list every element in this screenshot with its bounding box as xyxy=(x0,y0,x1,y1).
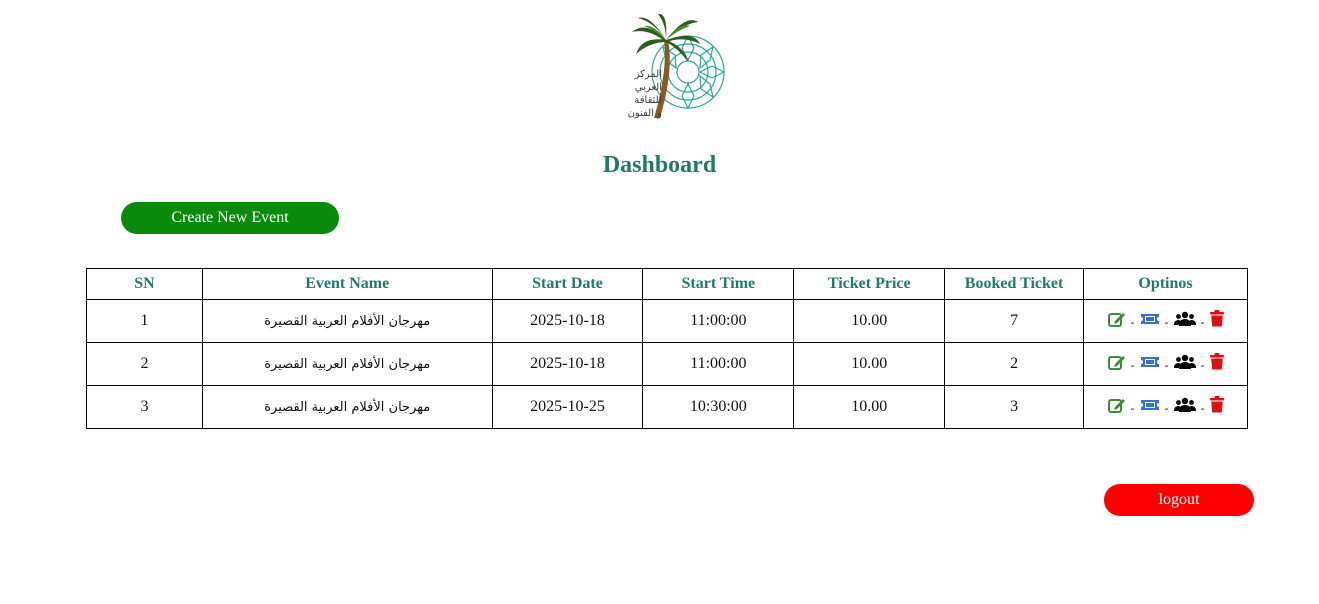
header-event-name: Event Name xyxy=(202,269,492,300)
ticket-icon[interactable] xyxy=(1140,398,1160,412)
cell-ticket-price: 10.00 xyxy=(794,343,945,386)
logout-button[interactable]: logout xyxy=(1104,484,1254,516)
cell-start-date: 2025-10-18 xyxy=(492,300,643,343)
cell-sn: 1 xyxy=(87,300,203,343)
cell-start-time: 11:00:00 xyxy=(643,300,794,343)
page-title: Dashboard xyxy=(602,152,717,178)
cell-booked-ticket: 2 xyxy=(945,343,1084,386)
create-new-event-button[interactable]: Create New Event xyxy=(121,202,339,234)
separator: - xyxy=(1200,401,1205,416)
cell-booked-ticket: 7 xyxy=(945,300,1084,343)
ticket-icon[interactable] xyxy=(1140,355,1160,369)
trash-icon[interactable] xyxy=(1210,353,1224,370)
header-ticket-price: Ticket Price xyxy=(794,269,945,300)
cell-options xyxy=(1084,300,1248,343)
edit-icon[interactable] xyxy=(1108,397,1126,413)
separator: - xyxy=(1130,358,1135,373)
header-start-time: Start Time xyxy=(643,269,794,300)
cell-options xyxy=(1084,343,1248,386)
center-logo xyxy=(606,10,726,125)
events-table xyxy=(86,268,1248,429)
cell-ticket-price: 10.00 xyxy=(794,386,945,429)
cell-event-name: مهرجان الأفلام العربية القصيرة xyxy=(202,343,492,386)
trash-icon[interactable] xyxy=(1210,310,1224,327)
cell-sn: 3 xyxy=(87,386,203,429)
cell-ticket-price: 10.00 xyxy=(794,300,945,343)
edit-icon[interactable] xyxy=(1108,311,1126,327)
cell-start-time: 10:30:00 xyxy=(643,386,794,429)
edit-icon[interactable] xyxy=(1108,354,1126,370)
users-icon[interactable] xyxy=(1174,311,1196,327)
separator: - xyxy=(1164,401,1169,416)
cell-start-date: 2025-10-25 xyxy=(492,386,643,429)
table-header-row xyxy=(87,269,1248,300)
cell-sn: 2 xyxy=(87,343,203,386)
cell-booked-ticket: 3 xyxy=(945,386,1084,429)
users-icon[interactable] xyxy=(1174,354,1196,370)
logo-text: المركز العربي للثقافة و الفنون xyxy=(627,69,662,119)
cell-start-time: 11:00:00 xyxy=(643,343,794,386)
cell-event-name: مهرجان الأفلام العربية القصيرة xyxy=(202,386,492,429)
cell-event-name: مهرجان الأفلام العربية القصيرة xyxy=(202,300,492,343)
separator: - xyxy=(1200,315,1205,330)
table-row xyxy=(87,300,1248,343)
separator: - xyxy=(1130,315,1135,330)
cell-start-date: 2025-10-18 xyxy=(492,343,643,386)
trash-icon[interactable] xyxy=(1210,396,1224,413)
header-start-date: Start Date xyxy=(492,269,643,300)
ticket-icon[interactable] xyxy=(1140,312,1160,326)
users-icon[interactable] xyxy=(1174,397,1196,413)
table-row xyxy=(87,386,1248,429)
separator: - xyxy=(1164,358,1169,373)
table-row xyxy=(87,343,1248,386)
header-sn: SN xyxy=(87,269,203,300)
separator: - xyxy=(1200,358,1205,373)
separator: - xyxy=(1164,315,1169,330)
cell-options xyxy=(1084,386,1248,429)
separator: - xyxy=(1130,401,1135,416)
header-options: Optinos xyxy=(1084,269,1248,300)
header-booked-ticket: Booked Ticket xyxy=(945,269,1084,300)
